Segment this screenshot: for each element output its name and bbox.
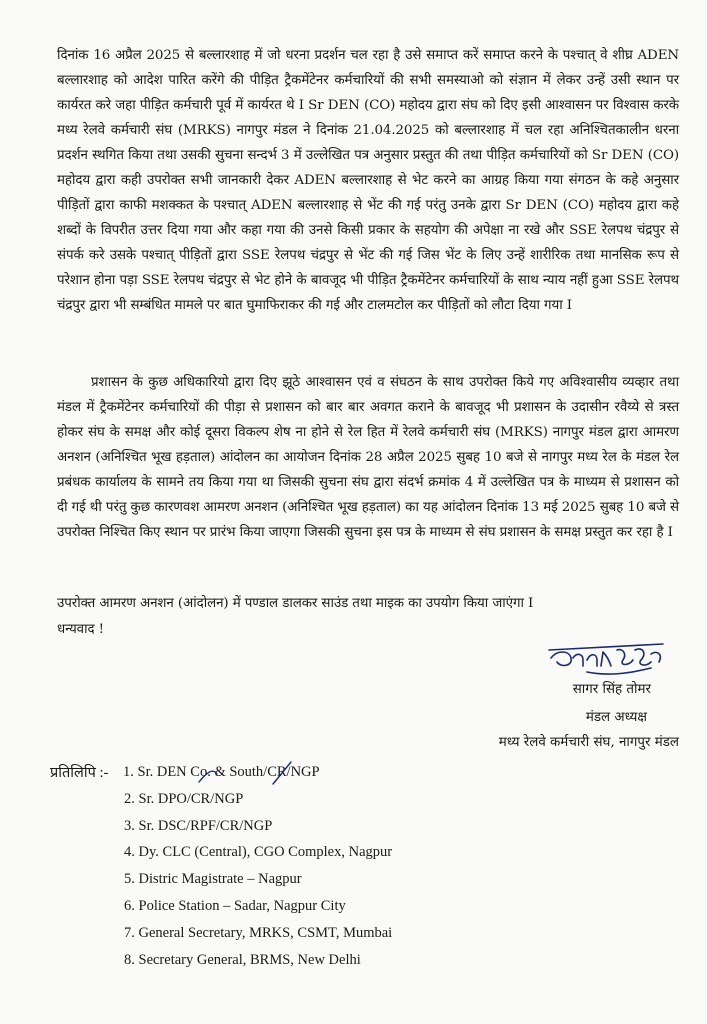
letter-paragraph-3: उपरोक्त आमरण अनशन (आंदोलन) में पण्डाल डालकर साउंड तथा माइक का उपयोग किया जाएंगा I: [57, 596, 534, 611]
copy-to-label: प्रतिलिपि :-: [50, 765, 109, 781]
list-item: 3. Sr. DSC/RPF/CR/NGP: [124, 817, 273, 834]
list-item: 6. Police Station – Sadar, Nagpur City: [124, 897, 346, 914]
list-item: 2. Sr. DPO/CR/NGP: [124, 790, 244, 807]
signatory-organization: मध्य रेलवे कर्मचारी संघ, नागपुर मंडल: [498, 735, 679, 750]
letter-paragraph-2: प्रशासन के कुछ अधिकारियो द्वारा दिए झूठे आश्वासन एवं व संघठन के साथ उपरोक्त किये गए अविश्वासीय व्यव्हार तथा मंडल में ट्रैकमेंटेनर कर्मचारियों की पीड़ा से प्रशासन को बार बार अवगत कराने के बावजूद भी प्रशासन के उदासीन रवैय्ये से त्रस्त होकर संघ के समक्ष और कोई दूसरा विकल्प शेष ना होने से रेल हित में रेलवे कर्मचारी संघ (MRKS) नागपुर मंडल द्वारा आमरण अनशन (अनिश्चित भूख हड़ताल) आंदोलन का आयोजन दिनांक 28 अप्रैल 2025 सुबह 10 बजे से नागपुर मध्य रेल के मंडल रेल प्रबंधक कार्यालय के सामने तय किया गया था जिसकी सुचना संघ द्वारा संदर्भ क्रमांक 4 में उल्लेखित पत्र के माध्यम से प्रशासन को दी गई थी परंतु कुछ कारणवश आमरण अनशन (अनिश्चित भूख हड़ताल) का यह आंदोलन दिनांक 13 मई 2025 सुबह 10 बजे से उपरोक्त निश्चित किए स्थान पर प्रारंभ किया जाएगा जिसकी सुचना इस पत्र के माध्यम से संघ प्रशासन के समक्ष प्रस्तुत कर रहा है I: [57, 375, 679, 540]
pen-scribble-mark: [195, 758, 315, 788]
list-item: 4. Dy. CLC (Central), CGO Complex, Nagpur: [124, 844, 393, 861]
signatory-name: सागर सिंह तोमर: [572, 682, 651, 697]
letter-closing: धन्यवाद !: [57, 622, 104, 637]
signatory-title: मंडल अध्यक्ष: [585, 710, 647, 725]
copy-to-list: [123, 762, 392, 976]
list-item: 8. Secretary General, BRMS, New Delhi: [124, 951, 361, 968]
list-item: 7. General Secretary, MRKS, CSMT, Mumbai: [124, 924, 393, 941]
list-item: 5. Distric Magistrate – Nagpur: [124, 871, 302, 888]
letter-paragraph-1: दिनांक 16 अप्रैल 2025 से बल्लारशाह में जो धरना प्रदर्शन चल रहा है उसे समाप्त करें समाप्त करने के पश्चात् वे शीघ्र ADEN बल्लारशाह को आदेश पारित करेंगे की पीड़ित ट्रैकमेंटेनर कर्मचारियों की सभी समस्याओ को संज्ञान में लेकर उन्हें उसी स्थान पर कार्यरत करे जहा पीड़ित कर्मचारी पूर्व में कार्यरत थे I Sr DEN (CO) महोदय द्वारा संघ को दिए इसी आश्वासन पर विश्वास करके मध्य रेलवे कर्मचारी संघ (MRKS) नागपुर मंडल ने दिनांक 21.04.2025 को बल्लारशाह में चल रहा अनिश्चितकालीन धरना प्रदर्शन स्थगित किया तथा उसकी सुचना सन्दर्भ 3 में उल्लेखित पत्र अनुसार प्रस्तुत की तथा पीड़ित कर्मचारियों को Sr DEN (CO) महोदय द्वारा कही उपरोक्त सभी जानकारी देकर ADEN बल्लारशाह से भेट करने का आग्रह किया गया संगठन के कहे अनुसार पीड़ितों द्वारा काफी मशक्कत के पश्चात् ADEN बल्लारशाह से भेंट की गई परंतु उनके द्वारा Sr DEN (CO) महोदय द्वारा कहे शब्दों के विपरीत उत्तर दिया गया और कहा गया की उनसे किसी प्रकार के सहयोग की अपेक्षा ना रखे और SSE रेलपथ चंद्रपुर से संपर्क करे उसके पश्चात् पीड़ितों द्वारा SSE रेलपथ चंद्रपुर से भेंट की गई जिस भेंट के लिए उन्हें शारीरिक तथा मानसिक रूप से परेशान होना पड़ा SSE रेलपथ चंद्रपुर से भेट होने के बावजूद भी पीड़ित ट्रैकमेंटेनर कर्मचारियों के साथ न्याय नहीं हुआ SSE रेलपथ चंद्रपुर द्वारा भी सम्बंधित मामले पर बात घुमाफिराकर की गई और टालमटोल कर पीड़ितों को लौटा दिया गया I: [57, 48, 679, 313]
list-item: 1. Sr. DEN Co. & South/CR/NGP: [123, 764, 320, 780]
handwritten-signature: [547, 636, 667, 682]
